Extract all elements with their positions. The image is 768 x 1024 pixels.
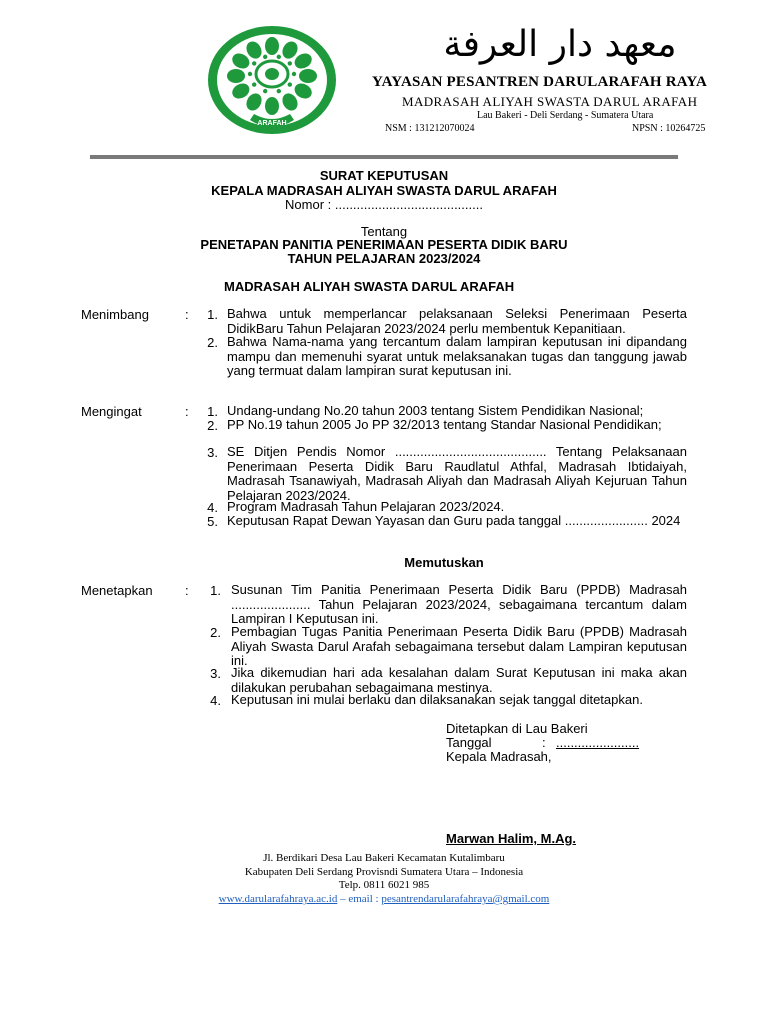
menimbang-label: Menimbang [81, 307, 149, 322]
list-number: 4. [210, 693, 221, 708]
mengingat-item: Keputusan Rapat Dewan Yayasan dan Guru pada tanggal ....................... 2024 [227, 513, 681, 528]
signatory-name: Marwan Halim, M.Ag. [446, 831, 577, 846]
email-label: – email : [337, 893, 382, 905]
list-number: 5. [207, 514, 218, 529]
header-divider [90, 155, 678, 159]
logo-dot [277, 55, 281, 59]
email-link[interactable]: pesantrendarularafahraya@gmail.com [381, 893, 550, 905]
school-name: MADRASAH ALIYAH SWASTA DARUL ARAFAH [402, 94, 698, 109]
logo-dot [252, 61, 256, 65]
list-number: 2. [207, 418, 218, 433]
footer-contacts [0, 893, 768, 905]
logo-petal [265, 37, 279, 55]
list-number: 2. [207, 335, 218, 350]
tentang-label: Tentang [360, 224, 408, 239]
date-label: Tanggal [446, 735, 492, 750]
menimbang-item: Bahwa Nama-nama yang tercantum dalam lampiran keputusan ini dipandang mampu dan memenuhi syarat untuk melaksanakan tugas dan tanggung jawab yang termuat dalam lampiran surat keputusan ini. [227, 334, 687, 378]
logo-dot [263, 89, 267, 93]
mengingat-label: Mengingat [81, 404, 142, 419]
list-number: 4. [207, 500, 218, 515]
npsn-number: NPSN : 10264725 [632, 123, 706, 134]
menimbang-colon: : [185, 307, 189, 322]
menetapkan-item: Susunan Tim Panitia Penerimaan Peserta Didik Baru (PPDB) Madrasah ...................... Tahun Pelajaran 2023/2024, sebagaimana tercantum dalam Lampiran I Keputusan ini. [231, 582, 687, 626]
logo-dot [252, 82, 256, 86]
list-number: 3. [210, 666, 221, 681]
menetapkan-item: Pembagian Tugas Panitia Penerimaan Peserta Didik Baru (PPDB) Madrasah Aliyah Swasta Darul Arafah sebagaimana tersebut dalam Lampiran keputusan ini. [231, 624, 687, 668]
list-number: 1. [207, 404, 218, 419]
doc-title-issuer: KEPALA MADRASAH ALIYAH SWASTA DARUL ARAFAH [211, 183, 557, 198]
website-link[interactable]: www.darularafahraya.ac.id [218, 893, 338, 905]
logo-dot [248, 72, 252, 76]
date-value: ....................... [556, 735, 640, 750]
school-address: Lau Bakeri - Deli Serdang - Sumatera Utara [477, 110, 654, 121]
list-number: 1. [210, 583, 221, 598]
menimbang-item: Bahwa untuk memperlancar pelaksanaan Seleksi Penerimaan Peserta DidikBaru Tahun Pelajaran 2023/2024 perlu membentuk Kepanitiaan. [227, 306, 687, 336]
mengingat-item: PP No.19 tahun 2005 Jo PP 32/2013 tentang Standar Nasional Pendidikan; [227, 417, 662, 432]
logo-dot [292, 72, 296, 76]
subject-line-2: TAHUN PELAJARAN 2023/2024 [287, 251, 481, 266]
logo-dot [263, 55, 267, 59]
doc-number: Nomor : ......................................... [285, 197, 483, 212]
menetapkan-item: Jika dikemudian hari ada kesalahan dalam Surat Keputusan ini maka akan dilakukan perubahan sebagaimana mestinya. [231, 665, 687, 695]
list-number: 3. [207, 445, 218, 460]
list-number: 2. [210, 625, 221, 640]
doc-title: SURAT KEPUTUSAN [319, 168, 449, 183]
footer-phone: Telp. 0811 6021 985 [338, 879, 430, 891]
logo-dot [288, 82, 292, 86]
menetapkan-item: Keputusan ini mulai berlaku dan dilaksanakan sejak tanggal ditetapkan. [231, 692, 643, 707]
logo-dot [288, 61, 292, 65]
menetapkan-colon: : [185, 583, 189, 598]
logo-label: ARAFAH [257, 120, 287, 127]
logo-petal [227, 69, 245, 83]
memutuskan-heading: Memutuskan [404, 555, 484, 570]
subject-line-1: PENETAPAN PANITIA PENERIMAAN PESERTA DIDIK BARU [200, 237, 568, 252]
logo-dot [277, 89, 281, 93]
signature-place: Ditetapkan di Lau Bakeri [446, 721, 588, 736]
footer-address-line-2: Kabupaten Deli Serdang Provisndi Sumatera Utara – Indonesia [244, 866, 524, 878]
issuer-heading: MADRASAH ALIYAH SWASTA DARUL ARAFAH [224, 279, 515, 294]
signature-date [446, 735, 650, 750]
nsm-number: NSM : 131212070024 [385, 123, 475, 134]
foundation-name: YAYASAN PESANTREN DARULARAFAH RAYA [372, 74, 708, 90]
mengingat-item: Undang-undang No.20 tahun 2003 tentang Sistem Pendidikan Nasional; [227, 403, 644, 418]
mengingat-item: Program Madrasah Tahun Pelajaran 2023/2024. [227, 499, 505, 514]
logo-petal [299, 69, 317, 83]
list-number: 1. [207, 307, 218, 322]
date-colon: : [542, 735, 546, 750]
mengingat-item: SE Ditjen Pendis Nomor .......................................... Tentang Pelaksanaan Penerimaan Peserta Didik Baru Raudlatul Athfal, Madrasah Ibtidaiyah, Madrasah Tsanawiyah, Madrasah Aliyah dan Madrasah Aliyah Kejuruan Tahun Pelajaran 2023/2024. [227, 444, 687, 503]
footer-address-line-1: Jl. Berdikari Desa Lau Bakeri Kecamatan Kutalimbaru [263, 852, 505, 864]
menetapkan-label: Menetapkan [81, 583, 153, 598]
logo-petal [265, 97, 279, 115]
signatory-role: Kepala Madrasah, [446, 749, 552, 764]
arafah-logo [206, 24, 338, 136]
arabic-school-name: معهد دار العرفة [443, 24, 677, 65]
mengingat-colon: : [185, 404, 189, 419]
